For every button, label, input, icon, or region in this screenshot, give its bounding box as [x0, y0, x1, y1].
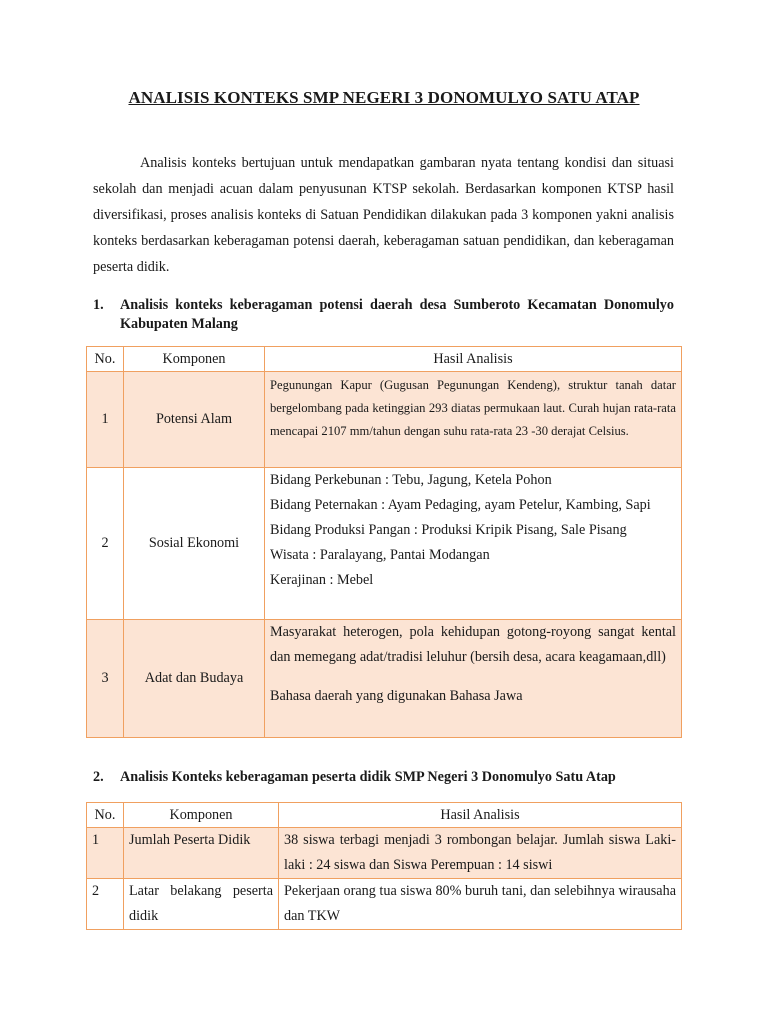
- row-hasil: [265, 620, 682, 738]
- document-title: ANALISIS KONTEKS SMP NEGERI 3 DONOMULYO SATU ATAP: [128, 88, 640, 107]
- row-hasil: Pegunungan Kapur (Gugusan Pegunungan Kendeng), struktur tanah datar bergelombang pada ketinggian 293 diatas permukaan laut. Curah hujan rata-rata mencapai 2107 mm/tahun dengan suhu rata-rata 23 -30 derajat Celsius.: [265, 372, 682, 468]
- section-2-number: 2.: [93, 769, 104, 785]
- row-no: 1: [87, 828, 124, 879]
- header-hasil-analisis: Hasil Analisis: [279, 803, 682, 828]
- row-no: 3: [87, 620, 124, 738]
- row-komponen: Jumlah Peserta Didik: [124, 828, 279, 879]
- header-no: No.: [87, 347, 124, 372]
- section-1-heading: [93, 296, 674, 334]
- intro-paragraph: Analisis konteks bertujuan untuk mendapatkan gambaran nyata tentang kondisi dan situasi sekolah dan menjadi acuan dalam penyusunan KTSP sekolah. Berdasarkan komponen KTSP hasil diversifikasi, proses analisis konteks di Satuan Pendidikan dilakukan pada 3 komponen yakni analisis konteks berdasarkan keberagaman potensi daerah, keberagaman satuan pendidikan, dan keberagaman peserta didik.: [93, 155, 674, 275]
- hasil-line: Kerajinan : Mebel: [270, 572, 374, 588]
- section-1-number: 1.: [93, 297, 104, 313]
- hasil-line: Bidang Perkebunan : Tebu, Jagung, Ketela Pohon: [270, 472, 552, 488]
- section-1-heading-text: Analisis konteks keberagaman potensi daerah desa Sumberoto Kecamatan Donomulyo Kabupaten Malang: [120, 297, 674, 332]
- header-hasil-analisis: Hasil Analisis: [265, 347, 682, 372]
- header-komponen: Komponen: [124, 347, 265, 372]
- table-header-row: [87, 803, 682, 828]
- section-2-heading: [93, 768, 674, 787]
- row-hasil: 38 siswa terbagi menjadi 3 rombongan belajar. Jumlah siswa Laki-laki : 24 siswa dan Siswa Perempuan : 14 siswi: [279, 828, 682, 879]
- header-no: No.: [87, 803, 124, 828]
- row-no: 2: [87, 468, 124, 620]
- peserta-didik-table: [86, 802, 682, 930]
- row-komponen: Adat dan Budaya: [124, 620, 265, 738]
- table-header-row: [87, 347, 682, 372]
- hasil-line: Bidang Produksi Pangan : Produksi Kripik Pisang, Sale Pisang: [270, 522, 627, 538]
- potensi-daerah-table: [86, 346, 682, 738]
- hasil-paragraph-2: Bahasa daerah yang digunakan Bahasa Jawa: [270, 688, 523, 704]
- table-row: [87, 828, 682, 879]
- row-no: 2: [87, 879, 124, 930]
- hasil-paragraph-1: Masyarakat heterogen, pola kehidupan gotong-royong sangat kental dan memegang adat/tradisi leluhur (bersih desa, acara keagamaan,dll): [270, 624, 676, 665]
- row-no: 1: [87, 372, 124, 468]
- table-row: [87, 620, 682, 738]
- table-row: [87, 372, 682, 468]
- header-komponen: Komponen: [124, 803, 279, 828]
- row-hasil: Pekerjaan orang tua siswa 80% buruh tani, dan selebihnya wirausaha dan TKW: [279, 879, 682, 930]
- row-komponen: Latar belakang peserta didik: [124, 879, 279, 930]
- hasil-line: Bidang Peternakan : Ayam Pedaging, ayam Petelur, Kambing, Sapi: [270, 497, 651, 513]
- row-hasil: [265, 468, 682, 620]
- row-komponen: Sosial Ekonomi: [124, 468, 265, 620]
- table-row: [87, 468, 682, 620]
- row-komponen: Potensi Alam: [124, 372, 265, 468]
- table-row: [87, 879, 682, 930]
- section-2-heading-text: Analisis Konteks keberagaman peserta didik SMP Negeri 3 Donomulyo Satu Atap: [120, 769, 616, 785]
- hasil-line: Wisata : Paralayang, Pantai Modangan: [270, 547, 490, 563]
